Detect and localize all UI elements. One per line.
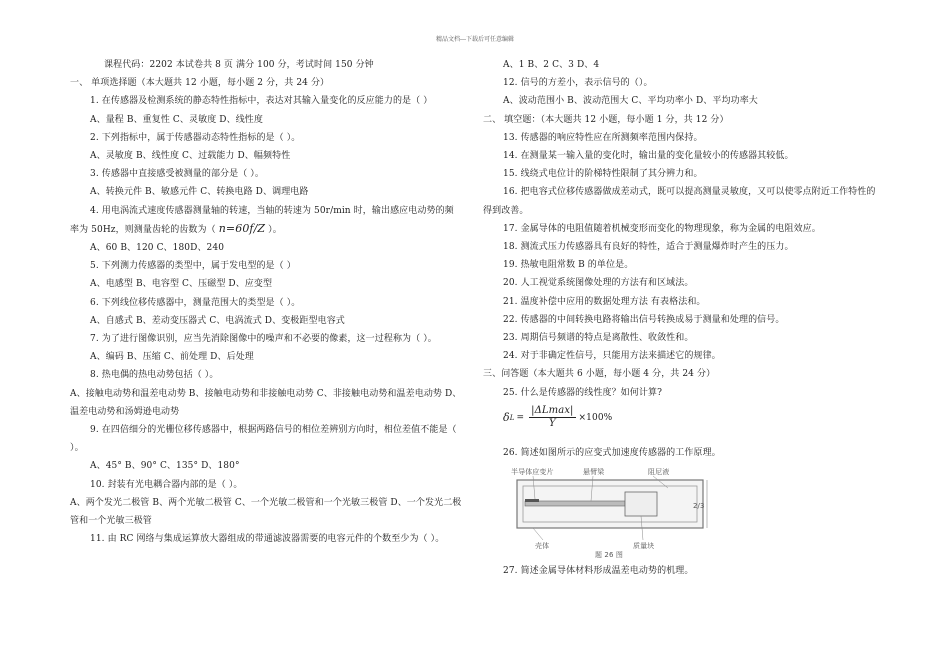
right-line: 17. 金属导体的电阻值随着机械变形而变化的物理现象，称为金属的电阻效应。 — [503, 223, 821, 234]
right-line: 14. 在测量某一输入量的变化时，输出量的变化量较小的传感器其较低。 — [503, 151, 794, 162]
right-line: 二、 填空题：（本大题共 12 小题，每小题 1 分，共 12 分） — [483, 114, 729, 125]
left-line: 6. 下列线位移传感器中，测量范围大的类型是（ ）。 — [90, 297, 301, 308]
formula-numerator: |ΔLmax| — [531, 405, 574, 417]
right-line: 21. 温度补偿中应用的数据处理方法 有表格法和。 — [503, 296, 706, 307]
formula-linearity: δ L = $\frac{|\Delta Lmax|}{Y}$ ×100% — [503, 405, 613, 430]
figure-caption: 题 26 图 — [595, 551, 623, 559]
label-housing: 壳体 — [535, 542, 550, 551]
left-line: 7. 为了进行图像识别，应当先消除图像中的噪声和不必要的像素，这一过程称为（ ）。 — [90, 334, 437, 345]
left-line: A、接触电动势和温差电动势 B、接触电动势和非接触电动势 C、非接触电动势和温差电动势 D、温差电动势和汤姆逊电动势 — [70, 388, 462, 417]
inline-formula: n=60f/Z — [218, 221, 266, 235]
right-line: A、波动范围小 B、波动范围大 C、平均功率小 D、平均功率大 — [503, 96, 758, 107]
left-line: 8. 热电偶的热电动势包括（ ）。 — [90, 370, 219, 381]
right-line: 16. 把电容式位移传感器做成差动式，既可以提高测量灵敏度，又可以使零点附近工作特性的得到改善。 — [483, 187, 876, 216]
question-26: 26. 简述如图所示的应变式加速度传感器的工作原理。 — [503, 447, 721, 458]
right-line: 13. 传感器的响应特性应在所测频率范围内保持。 — [503, 132, 703, 143]
right-line: 20. 人工视觉系统图像处理的方法有和区域法。 — [503, 278, 694, 289]
right-line: 24. 对于非确定性信号，只能用方法来描述它的规律。 — [503, 351, 721, 362]
right-column — [483, 56, 883, 580]
question-27: 27. 简述金属导体材料形成温差电动势的机理。 — [503, 566, 694, 577]
left-line: A、45° B、90° C、135° D、180° — [90, 461, 240, 472]
formula-lhs: δ — [503, 410, 510, 424]
label-cantilever: 悬臂梁 — [583, 468, 605, 477]
left-line: 1. 在传感器及检测系统的静态特性指标中，表达对其输入量变化的反应能力的是（ ） — [90, 96, 433, 107]
label-dimension: 2/3 — [693, 502, 705, 511]
figure-drawing — [503, 466, 708, 558]
left-line: 11. 由 RC 网络与集成运算放大器组成的带通滤波器需要的电容元件的个数至少为（ ）。 — [90, 534, 445, 545]
left-line: 4. 用电涡流式速度传感器测量轴的转速，当轴的转速为 50r/min 时，输出感应电动势的频率为 50Hz，则测量齿轮的齿数为（ n=60f/Z ）。 — [70, 205, 454, 235]
page-header: 精品文档---下载后可任意编辑 — [435, 36, 515, 43]
left-line: A、量程 B、重复性 C、灵敏度 D、线性度 — [90, 114, 263, 125]
left-line: A、电感型 B、电容型 C、压磁型 D、应变型 — [90, 279, 273, 290]
left-line: 2. 下列指标中，属于传感器动态特性指标的是（ ）。 — [90, 132, 301, 143]
left-line: 课程代码：2202 本试卷共 8 页 满分 100 分，考试时间 150 分钟 — [104, 60, 374, 70]
left-line: A、编码 B、压缩 C、前处理 D、后处理 — [90, 352, 254, 363]
label-damping-fluid: 阻尼液 — [648, 468, 670, 477]
left-column — [70, 56, 462, 548]
left-line: 一、 单项选择题（本大题共 12 小题，每小题 2 分，共 24 分） — [70, 78, 330, 89]
left-line: A、转换元件 B、敏感元件 C、转换电路 D、调理电路 — [90, 187, 309, 198]
right-line: 19. 热敏电阻常数 B 的单位是。 — [503, 260, 634, 271]
left-line: A、灵敏度 B、线性度 C、过载能力 D、幅频特性 — [90, 151, 291, 162]
right-line: 25. 什么是传感器的线性度？如何计算? — [503, 387, 662, 398]
right-line: 22. 传感器的中间转换电路将输出信号转换成易于测量和处理的信号。 — [503, 314, 785, 325]
label-mass: 质量块 — [633, 542, 655, 551]
left-line: 5. 下列测力传感器的类型中，属于发电型的是（ ） — [90, 261, 296, 272]
figure-accelerometer — [503, 466, 708, 558]
right-line: 15. 线绕式电位计的阶梯特性限制了其分辨力和。 — [503, 169, 703, 180]
left-line: A、自感式 B、差动变压器式 C、电涡流式 D、变极距型电容式 — [90, 315, 345, 326]
left-line: 9. 在四倍细分的光栅位移传感器中，根据两路信号的相位差辨别方向时，相位差值不能是（ ）。 — [70, 425, 457, 454]
left-line: 10. 封装有光电耦合器内部的是（ ）。 — [90, 479, 243, 490]
formula-denominator: Y — [548, 418, 556, 430]
right-line: 18. 测流式压力传感器具有良好的特性，适合于测量爆炸时产生的压力。 — [503, 242, 794, 253]
left-line: 3. 传感器中直接感受被测量的部分是（ ）。 — [90, 169, 265, 180]
formula-sub: L — [509, 413, 515, 422]
right-line: 12. 信号的方差小，表示信号的（）。 — [503, 78, 653, 89]
left-line: A、两个发光二极管 B、两个光敏二极管 C、一个光敏二极管和一个光敏三极管 D、一个发光二极管和一个光敏三极管 — [70, 497, 462, 527]
right-line: 23. 周期信号频谱的特点是离散性、收敛性和。 — [503, 333, 694, 344]
right-line: 三、问答题（本大题共 6 小题，每小题 4 分，共 24 分） — [483, 369, 716, 380]
formula-tail: ×100% — [578, 412, 613, 423]
left-line: A、60 B、120 C、180D、240 — [90, 243, 225, 254]
label-strain-gauge: 半导体应变片 — [511, 468, 554, 477]
right-line: A、1 B、2 C、3 D、4 — [503, 60, 600, 70]
